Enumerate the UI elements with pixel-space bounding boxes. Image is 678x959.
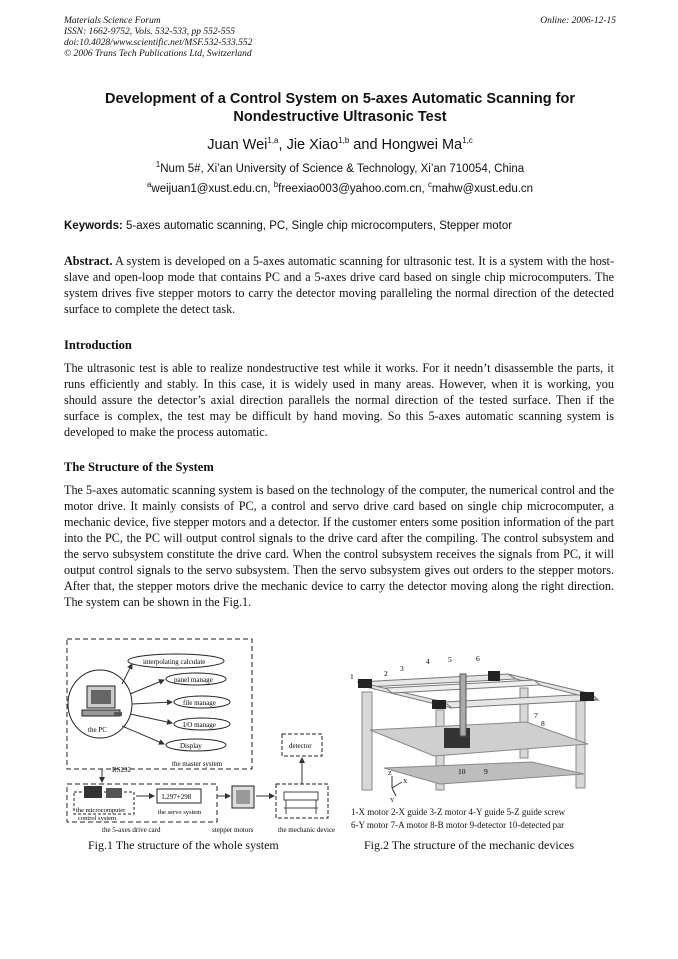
copyright: © 2006 Trans Tech Publications Ltd, Switzerland	[64, 49, 252, 59]
author-name: Hongwei Ma	[381, 137, 463, 153]
abstract	[64, 253, 614, 317]
structure-text: The 5-axes automatic scanning system is based on the technology of the computer, the numerical control and the motor drive. It mainly consists of PC, a control and servo drive card based on single chip microcomputer, a mechanic device, five stepper motors and a detector. If the customer enters some position information of the part into the PC, the PC will output control signals to the drive card after the compiling. The control subsystem and the servo subsystem constitute the drive card. When the control subsystem receives the signals from PC, it will output control signals to the servo subsystem. Then the servo subsystem gives out orders to the stepper motors. After that, the stepper motors drive the mechanic device to carry the detector moving along the right direction. The system can be shown in the Fig.1.	[64, 483, 614, 609]
master-system-label: the master system	[172, 760, 223, 768]
paper-title	[60, 90, 620, 126]
stepper-label: stepper motors	[212, 826, 254, 834]
z-guide	[460, 674, 466, 736]
email-address[interactable]: weijuan1@xust.edu.cn	[151, 183, 268, 195]
table-plate	[370, 722, 588, 756]
axes-icon	[392, 776, 402, 796]
title-line-1: Development of a Control System on 5-axes Automatic Scanning for	[105, 91, 575, 107]
doi: doi:10.4028/www.scientific.net/MSF.532-533.552	[64, 38, 253, 48]
part-2: 2	[384, 669, 388, 678]
email-address[interactable]: freexiao003@yahoo.com.cn	[278, 183, 422, 195]
figure-2-diagram	[348, 652, 620, 802]
module-file: file manage	[183, 699, 216, 707]
affiliation-text: Num 5#, Xi’an University of Science & Technology, Xi’an 710054, China	[160, 163, 525, 175]
email-address[interactable]: mahw@xust.edu.cn	[431, 183, 534, 195]
drive-card-label: the 5-axes drive card	[102, 826, 161, 834]
module-panel: panel manage	[174, 676, 213, 684]
author-sep: ,	[278, 137, 287, 153]
part-8: 8	[541, 719, 545, 728]
pc-label: the PC	[88, 726, 107, 734]
part-4: 4	[426, 657, 430, 666]
abstract-label: Abstract.	[64, 254, 113, 268]
issn: ISSN: 1662-9752, Vols. 532-533, pp 552-555	[64, 27, 235, 37]
module-interpolating: interpolating calculate	[143, 658, 206, 666]
online-date: Online: 2006-12-15	[540, 16, 616, 26]
part-5: 5	[448, 655, 452, 664]
author-name: Juan Wei	[207, 137, 268, 153]
affiliation	[60, 160, 620, 175]
intro-heading: Introduction	[64, 338, 132, 352]
axis-y: Y	[390, 798, 395, 802]
mechanic-label: the mechanic device	[278, 826, 336, 834]
title-line-2: Nondestructive Ultrasonic Test	[233, 109, 447, 125]
part-3: 3	[400, 664, 404, 673]
module-arrows	[122, 664, 172, 744]
axis-z: Z	[388, 771, 392, 777]
abstract-text: A system is developed on a 5-axes automatic scanning for ultrasonic test. It is a system with the host-slave and open-loop mode that contains PC and a 5-axes drive card based on single chip microcomputers. The system drives five stepper motors to carry the detector moving paralleling the normal direction of the detected surface to complete the detect task.	[64, 254, 615, 316]
micro-line-2: control system	[78, 815, 117, 822]
figure-1-diagram	[62, 634, 342, 839]
legend-line-1: 1-X motor 2-X guide 3-Z motor 4-Y guide 5-Z guide screw	[351, 807, 566, 817]
intro-text: The ultrasonic test is able to realize nondestructive test while it works. For it needn’t disassemble the parts, it runs efficiently and stably. In this case, it is widely used in many areas. However, when it is working, you should assure the detector’s axial direction parallels the normal direction of the tested surface. Then if the surface is complex, the test may be difficult by hand moving. So this 5-axes automatic scanning system is developed to make the process automatic.	[64, 361, 614, 439]
email-sep: ,	[267, 183, 274, 195]
chip-icon	[84, 786, 122, 798]
part-1: 1	[350, 672, 354, 681]
author-name: Jie Xiao	[286, 137, 339, 153]
affiliation-sup: 1	[155, 160, 161, 170]
figure-2-legend	[351, 806, 565, 832]
stepper-motor-icon	[232, 786, 254, 808]
email-sup: c	[427, 180, 432, 190]
chip-label: L297+298	[162, 793, 192, 801]
module-display: Display	[180, 742, 202, 750]
journal-name: Materials Science Forum	[64, 16, 161, 26]
email-sup: b	[273, 180, 279, 190]
email-sup: a	[146, 180, 152, 190]
authors	[60, 137, 620, 153]
servo-label: the servo system	[158, 809, 202, 816]
structure-heading: The Structure of the System	[64, 460, 214, 474]
part-9: 9	[484, 767, 488, 776]
computer-icon	[82, 686, 122, 716]
part-7: 7	[534, 711, 538, 720]
author-sup: 1,a	[267, 136, 279, 146]
mechanic-box	[276, 784, 328, 818]
detector-label: detector	[289, 742, 312, 750]
author-sup: 1,c	[462, 136, 473, 146]
author-sep: and	[349, 137, 382, 153]
keywords-text: 5-axes automatic scanning, PC, Single chip microcomputers, Stepper motor	[126, 220, 513, 232]
axis-x: X	[403, 779, 408, 785]
mechanic-icon	[284, 792, 318, 814]
rs232-label: RS232	[112, 766, 132, 774]
legend-line-2: 6-Y motor 7-A motor 8-B motor 9-detector 10-detected par	[351, 820, 565, 830]
figure-2-caption: Fig.2 The structure of the mechanic devices	[364, 838, 575, 852]
module-io: I/O manage	[183, 721, 216, 729]
keywords-label: Keywords:	[64, 220, 123, 232]
figure-1-caption: Fig.1 The structure of the whole system	[88, 838, 279, 852]
part-6: 6	[476, 654, 480, 663]
email-sep: ,	[421, 183, 428, 195]
keywords	[64, 220, 512, 232]
emails	[60, 180, 620, 195]
journal-header	[64, 16, 252, 60]
micro-line-1: the microcomputer	[76, 807, 126, 814]
author-sup: 1,b	[338, 136, 350, 146]
part-10: 10	[458, 767, 466, 776]
